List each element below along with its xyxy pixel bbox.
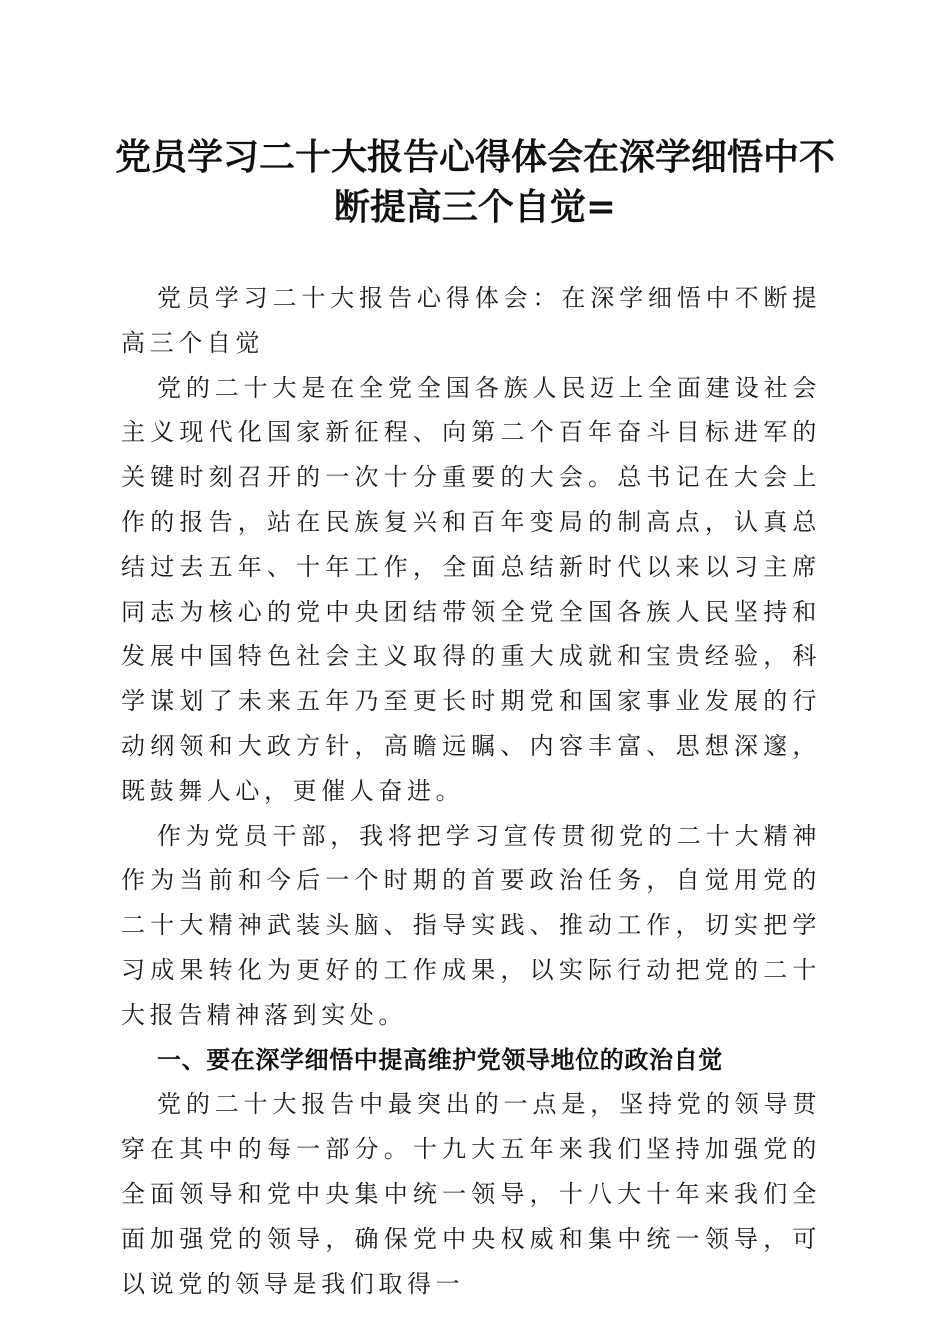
- document-title: 党员学习二十大报告心得体会在深学细悟中不断提高三个自觉=: [114, 136, 835, 228]
- paragraph-subtitle: 党员学习二十大报告心得体会：在深学细悟中不断提高三个自觉: [121, 284, 821, 357]
- paragraph-commitment: 作为党员干部，我将把学习宣传贯彻党的二十大精神作为当前和今后一个时期的首要政治任务，自觉用党的二十大精神武装头脑、指导实践、推动工作，切实把学习成果转化为更好的工作成果，以实际行动把党的二十大报告精神落到实处。: [121, 821, 821, 1029]
- paragraph-section-one: 党的二十大报告中最突出的一点是，坚持党的领导贯穿在其中的每一部分。十九大五年来我们坚持加强党的全面领导和党中央集中统一领导，十八大十年来我们全面加强党的领导，确保党中央权威和集中统一领导，可以说党的领导是我们取得一: [121, 1090, 821, 1298]
- section-heading: 一、要在深学细悟中提高维护党领导地位的政治自觉: [157, 1045, 723, 1074]
- paragraph-intro: 党的二十大是在全党全国各族人民迈上全面建设社会主义现代化国家新征程、向第二个百年奋斗目标进军的关键时刻召开的一次十分重要的大会。总书记在大会上作的报告，站在民族复兴和百年变局的制高点，认真总结过去五年、十年工作，全面总结新时代以来以习主席同志为核心的党中央团结带领全党全国各族人民坚持和发展中国特色社会主义取得的重大成就和宝贵经验，科学谋划了未来五年乃至更长时期党和国家事业发展的行动纲领和大政方针，高瞻远瞩、内容丰富、思想深邃，既鼓舞人心，更催人奋进。: [121, 373, 821, 805]
- document-body: [121, 276, 821, 1306]
